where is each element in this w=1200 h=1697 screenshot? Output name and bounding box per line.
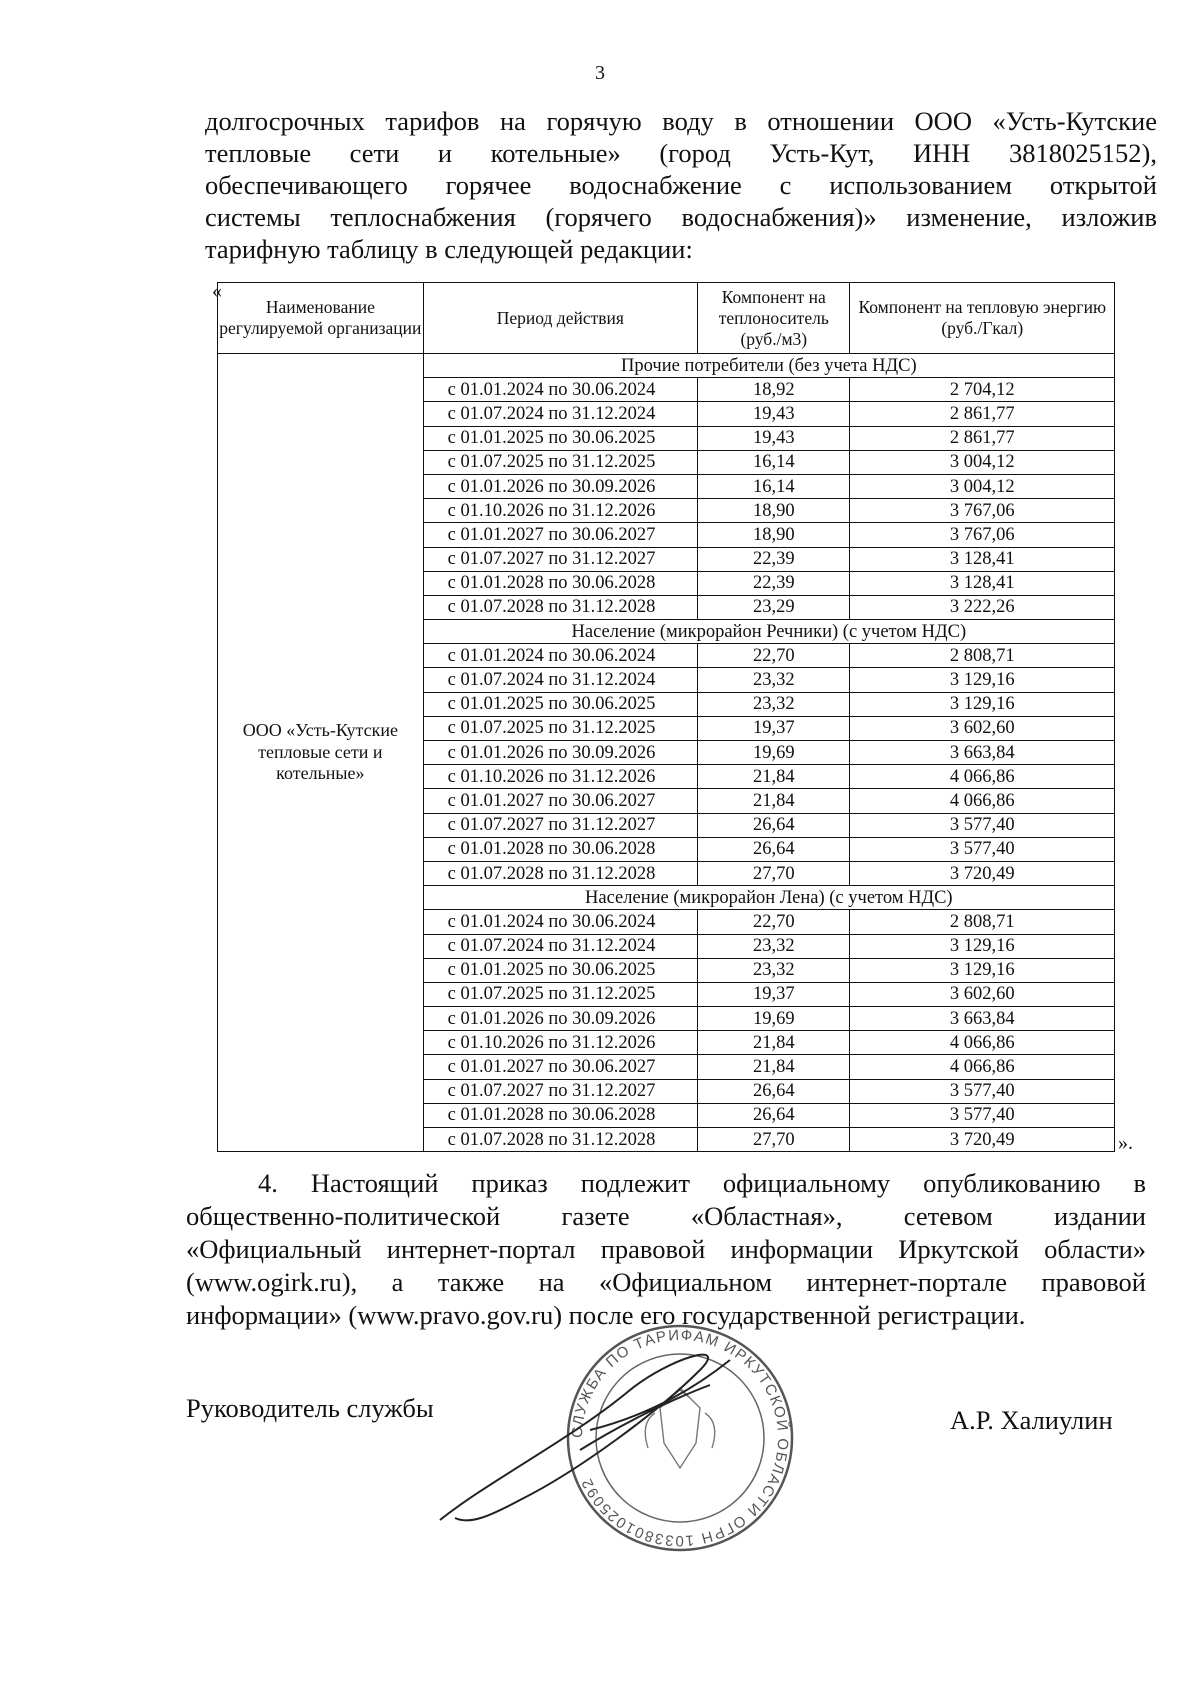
energy-value-cell: 3 128,41 [850,547,1115,571]
page-number: 3 [595,62,605,84]
energy-value-cell: 3 004,12 [850,450,1115,474]
intro-line: обеспечивающего горячее водоснабжение с использованием открытой [205,170,1157,200]
period-cell: с 01.07.2028 по 31.12.2028 [423,1128,697,1152]
period-cell: с 01.07.2024 по 31.12.2024 [423,934,697,958]
period-cell: с 01.01.2028 по 30.06.2028 [423,1103,697,1127]
energy-value-cell: 4 066,86 [850,765,1115,789]
period-cell: с 01.01.2026 по 30.09.2026 [423,474,697,498]
carrier-value-cell: 26,64 [698,1103,850,1127]
energy-value-cell: 2 808,71 [850,910,1115,934]
period-cell: с 01.01.2024 по 30.06.2024 [423,378,697,402]
carrier-value-cell: 27,70 [698,1128,850,1152]
energy-value-cell: 3 004,12 [850,474,1115,498]
carrier-value-cell: 19,37 [698,716,850,740]
carrier-value-cell: 26,64 [698,1079,850,1103]
organization-name: ООО «Усть-Кутские тепловые сети и котельные» [218,354,424,1152]
carrier-value-cell: 23,29 [698,595,850,619]
quote-close: ». [1118,1132,1133,1154]
carrier-value-cell: 18,90 [698,499,850,523]
carrier-value-cell: 19,43 [698,402,850,426]
period-cell: с 01.01.2028 по 30.06.2028 [423,837,697,861]
quote-open: « [212,280,222,302]
energy-value-cell: 3 720,49 [850,1128,1115,1152]
period-cell: с 01.01.2024 по 30.06.2024 [423,644,697,668]
period-cell: с 01.07.2025 по 31.12.2025 [423,450,697,474]
carrier-value-cell: 23,32 [698,934,850,958]
carrier-value-cell: 22,39 [698,547,850,571]
carrier-value-cell: 22,70 [698,910,850,934]
carrier-value-cell: 27,70 [698,861,850,885]
header-energy: Компонент на тепловую энергию (руб./Гкал) [850,283,1115,354]
period-cell: с 01.07.2027 по 31.12.2027 [423,813,697,837]
period-cell: с 01.07.2025 по 31.12.2025 [423,716,697,740]
period-cell: с 01.01.2025 по 30.06.2025 [423,692,697,716]
period-cell: с 01.01.2027 по 30.06.2027 [423,523,697,547]
energy-value-cell: 2 861,77 [850,426,1115,450]
paragraph-line: информации» (www.pravo.gov.ru) после его государственной регистрации. [186,1300,1026,1330]
carrier-value-cell: 18,90 [698,523,850,547]
energy-value-cell: 2 704,12 [850,378,1115,402]
energy-value-cell: 3 663,84 [850,741,1115,765]
period-cell: с 01.01.2028 по 30.06.2028 [423,571,697,595]
paragraph-line: (www.ogirk.ru), а также на «Официальном интернет-портале правовой [186,1267,1146,1297]
energy-value-cell: 3 129,16 [850,958,1115,982]
tariff-table [217,282,1115,1152]
intro-line: тепловые сети и котельные» (город Усть-Кут, ИНН 3818025152), [205,138,1157,168]
header-org: Наименование регулируемой организации [218,283,424,354]
carrier-value-cell: 21,84 [698,789,850,813]
signature [430,1330,760,1530]
carrier-value-cell: 26,64 [698,837,850,861]
energy-value-cell: 3 602,60 [850,982,1115,1006]
period-cell: с 01.10.2026 по 31.12.2026 [423,1031,697,1055]
energy-value-cell: 2 808,71 [850,644,1115,668]
period-cell: с 01.07.2024 по 31.12.2024 [423,402,697,426]
paragraph-line: «Официальный интернет-портал правовой информации Иркутской области» [186,1234,1146,1264]
period-cell: с 01.01.2025 по 30.06.2025 [423,958,697,982]
period-cell: с 01.07.2024 по 31.12.2024 [423,668,697,692]
energy-value-cell: 3 767,06 [850,523,1115,547]
period-cell: с 01.07.2027 по 31.12.2027 [423,1079,697,1103]
intro-paragraph [205,105,1157,265]
carrier-value-cell: 19,69 [698,1007,850,1031]
carrier-value-cell: 18,92 [698,378,850,402]
period-cell: с 01.01.2026 по 30.09.2026 [423,1007,697,1031]
energy-value-cell: 3 577,40 [850,1103,1115,1127]
intro-line: долгосрочных тарифов на горячую воду в отношении ООО «Усть-Кутские [205,106,1157,136]
signatory-role: Руководитель службы [186,1393,434,1423]
energy-value-cell: 3 222,26 [850,595,1115,619]
energy-value-cell: 3 577,40 [850,1079,1115,1103]
energy-value-cell: 3 577,40 [850,837,1115,861]
energy-value-cell: 2 861,77 [850,402,1115,426]
period-cell: с 01.10.2026 по 31.12.2026 [423,765,697,789]
carrier-value-cell: 23,32 [698,692,850,716]
period-cell: с 01.01.2025 по 30.06.2025 [423,426,697,450]
carrier-value-cell: 21,84 [698,1031,850,1055]
paragraph-line: 4. Настоящий приказ подлежит официальному опубликованию в [258,1168,1146,1198]
energy-value-cell: 3 767,06 [850,499,1115,523]
paragraph-4 [186,1167,1146,1332]
carrier-value-cell: 19,69 [698,741,850,765]
energy-value-cell: 3 663,84 [850,1007,1115,1031]
energy-value-cell: 3 129,16 [850,692,1115,716]
table-header-row [218,283,1115,354]
group-header-row [218,354,1115,378]
stamp-text: СЛУЖБА ПО ТАРИФАМ ИРКУТСКОЙ ОБЛАСТИ ОГРН 1033801025092 [568,1326,792,1550]
carrier-value-cell: 26,64 [698,813,850,837]
period-cell: с 01.07.2028 по 31.12.2028 [423,861,697,885]
energy-value-cell: 4 066,86 [850,1055,1115,1079]
carrier-value-cell: 19,37 [698,982,850,1006]
period-cell: с 01.07.2025 по 31.12.2025 [423,982,697,1006]
period-cell: с 01.01.2026 по 30.09.2026 [423,741,697,765]
carrier-value-cell: 22,70 [698,644,850,668]
period-cell: с 01.01.2027 по 30.06.2027 [423,789,697,813]
energy-value-cell: 3 577,40 [850,813,1115,837]
consumer-group-title: Население (микрорайон Речники) (с учетом НДС) [423,620,1114,644]
signatory-name: А.Р. Халиулин [950,1405,1113,1435]
energy-value-cell: 4 066,86 [850,1031,1115,1055]
energy-value-cell: 3 128,41 [850,571,1115,595]
energy-value-cell: 4 066,86 [850,789,1115,813]
energy-value-cell: 3 720,49 [850,861,1115,885]
intro-line: системы теплоснабжения (горячего водоснабжения)» изменение, изложив [205,202,1157,232]
consumer-group-title: Население (микрорайон Лена) (с учетом НДС) [423,886,1114,910]
carrier-value-cell: 22,39 [698,571,850,595]
energy-value-cell: 3 129,16 [850,668,1115,692]
paragraph-line: общественно-политической газете «Областная», сетевом издании [186,1201,1146,1231]
energy-value-cell: 3 602,60 [850,716,1115,740]
carrier-value-cell: 21,84 [698,1055,850,1079]
energy-value-cell: 3 129,16 [850,934,1115,958]
header-period: Период действия [423,283,697,354]
carrier-value-cell: 16,14 [698,450,850,474]
carrier-value-cell: 23,32 [698,958,850,982]
carrier-value-cell: 21,84 [698,765,850,789]
consumer-group-title: Прочие потребители (без учета НДС) [423,354,1114,378]
carrier-value-cell: 23,32 [698,668,850,692]
period-cell: с 01.01.2027 по 30.06.2027 [423,1055,697,1079]
carrier-value-cell: 19,43 [698,426,850,450]
period-cell: с 01.10.2026 по 31.12.2026 [423,499,697,523]
period-cell: с 01.07.2027 по 31.12.2027 [423,547,697,571]
tariff-body [218,354,1115,1152]
period-cell: с 01.01.2024 по 30.06.2024 [423,910,697,934]
header-carrier: Компонент на теплоноситель (руб./м3) [698,283,850,354]
carrier-value-cell: 16,14 [698,474,850,498]
period-cell: с 01.07.2028 по 31.12.2028 [423,595,697,619]
intro-line: тарифную таблицу в следующей редакции: [205,234,693,264]
